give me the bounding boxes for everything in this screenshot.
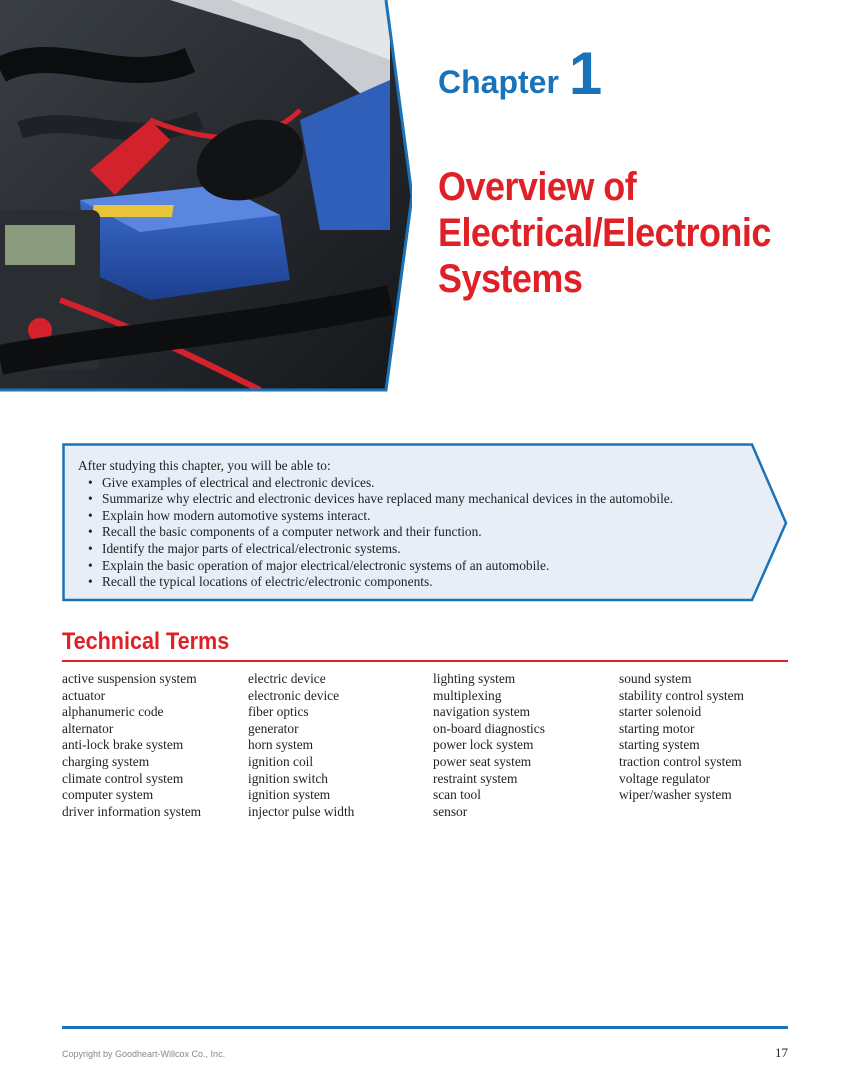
term-item: anti-lock brake system <box>62 737 184 753</box>
chapter-title-line: Systems <box>438 257 583 301</box>
term-item: multiplexing <box>433 687 502 703</box>
term-item: starting system <box>619 737 700 753</box>
term-item: restraint system <box>433 770 518 786</box>
copyright-notice: Copyright by Goodheart-Willcox Co., Inc. <box>62 1049 226 1059</box>
chapter-title <box>438 164 798 302</box>
technical-terms-heading: Technical Terms <box>62 628 230 655</box>
terms-column <box>433 671 617 820</box>
term-item: injector pulse width <box>248 803 355 819</box>
term-item: electronic device <box>248 687 340 703</box>
objectives-intro: After studying this chapter, you will be able to: <box>78 458 331 473</box>
term-item: scan tool <box>433 787 481 803</box>
objective-item: • Recall the typical locations of electric/electronic components. <box>102 574 758 591</box>
term-item: voltage regulator <box>619 770 711 786</box>
term-item: navigation system <box>433 704 531 720</box>
hero-image <box>0 0 412 392</box>
term-item: lighting system <box>433 671 516 686</box>
term-item: starting motor <box>619 720 695 736</box>
term-item: climate control system <box>62 770 184 786</box>
term-item: generator <box>248 720 299 736</box>
term-item: stability control system <box>619 687 744 703</box>
term-item: power lock system <box>433 737 534 753</box>
term-item: ignition coil <box>248 753 314 769</box>
term-item: fiber optics <box>248 704 309 720</box>
objective-item: • Give examples of electrical and electronic devices. <box>102 475 758 492</box>
chapter-heading <box>438 40 603 107</box>
term-item: driver information system <box>62 803 202 819</box>
term-item: power seat system <box>433 753 532 769</box>
term-item: alphanumeric code <box>62 704 164 720</box>
term-item: computer system <box>62 787 154 803</box>
term-item: horn system <box>248 737 314 753</box>
learning-objectives-box <box>62 443 790 603</box>
objective-item: • Identify the major parts of electrical/electronic systems. <box>102 541 758 558</box>
term-item: active suspension system <box>62 671 197 686</box>
car-battery-jump-icon <box>0 0 412 392</box>
objective-item: • Recall the basic components of a computer network and their function. <box>102 524 758 541</box>
term-item: sensor <box>433 803 468 819</box>
terms-column <box>619 671 803 804</box>
term-item: actuator <box>62 687 106 703</box>
page-number: 17 <box>775 1045 788 1060</box>
technical-terms-divider <box>62 660 788 662</box>
term-item: charging system <box>62 753 150 769</box>
term-item: sound system <box>619 671 692 686</box>
term-item: on-board diagnostics <box>433 720 545 736</box>
term-item: ignition switch <box>248 770 328 786</box>
chapter-title-line: Electrical/Electronic <box>438 211 771 255</box>
objective-item: • Summarize why electric and electronic devices have replaced many mechanical devices in the automobile. <box>102 491 758 508</box>
term-item: ignition system <box>248 787 331 803</box>
term-item: wiper/washer system <box>619 787 732 803</box>
term-item: electric device <box>248 671 326 686</box>
objective-item: • Explain how modern automotive systems interact. <box>102 508 758 525</box>
term-item: starter solenoid <box>619 704 702 720</box>
objectives-list <box>78 475 758 591</box>
term-item: alternator <box>62 720 114 736</box>
term-item: traction control system <box>619 753 742 769</box>
chapter-label: Chapter <box>438 64 559 100</box>
footer-divider <box>62 1026 788 1029</box>
terms-column <box>62 671 246 820</box>
chapter-number: 1 <box>568 40 603 107</box>
objective-item: • Explain the basic operation of major electrical/electronic systems of an automobile. <box>102 558 758 575</box>
terms-column <box>248 671 432 820</box>
chapter-title-line: Overview of <box>438 165 637 209</box>
